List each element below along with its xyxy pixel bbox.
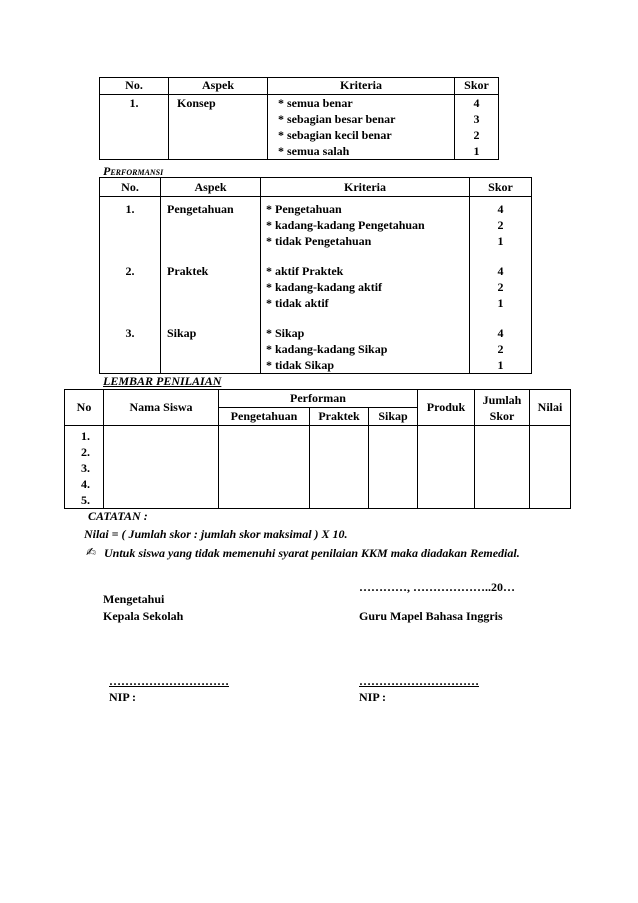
col-header-jumlah-skor: Jumlah Skor (475, 390, 530, 426)
catatan-note: Untuk siswa yang tidak memenuhi syarat penilaian KKM maka diadakan Remedial. (104, 546, 520, 560)
signature-left-line1: Mengetahui (103, 592, 165, 606)
catatan-formula: Nilai = ( Jumlah skor : jumlah skor maksimal ) X 10. (84, 527, 348, 541)
cell-numbers: 1. 2. 3. 4. 5. (65, 426, 104, 509)
col-header-nilai: Nilai (530, 390, 571, 426)
signature-left-line2: Kepala Sekolah (103, 609, 184, 623)
cell-produk[interactable] (418, 426, 475, 509)
cell-kriteria: * Sikap * kadang-kadang Sikap * tidak Sikap (261, 311, 470, 374)
cell-aspek: Pengetahuan (161, 197, 261, 250)
cell-jumlah-skor[interactable] (475, 426, 530, 509)
col-header-produk: Produk (418, 390, 475, 426)
catatan-title: CATATAN : (88, 509, 148, 523)
col-header-no: No. (100, 78, 169, 95)
col-header-pengetahuan: Pengetahuan (219, 408, 310, 426)
signature-right-title: Guru Mapel Bahasa Inggris (359, 609, 503, 623)
cell-kriteria: * Pengetahuan * kadang-kadang Pengetahuan * tidak Pengetahuan (261, 197, 470, 250)
col-header-praktek: Praktek (310, 408, 369, 426)
cell-aspek: Sikap (161, 311, 261, 374)
cell-kriteria: * aktif Praktek * kadang-kadang aktif * tidak aktif (261, 249, 470, 311)
cell-skor: 4 2 1 (470, 311, 532, 374)
cell-nilai[interactable] (530, 426, 571, 509)
cell-no: 2. (100, 249, 161, 311)
cell-skor: 4 2 1 (470, 197, 532, 250)
signature-right-name-dots: ………………………… (359, 674, 479, 688)
col-header-aspek: Aspek (161, 178, 261, 197)
col-header-no: No. (100, 178, 161, 197)
col-header-skor: Skor (470, 178, 532, 197)
section-title-lembar-penilaian: LEMBAR PENILAIAN (103, 374, 222, 388)
col-header-sikap: Sikap (369, 408, 418, 426)
cell-skor: 4 3 2 1 (455, 95, 499, 160)
date-line: …………, ………………..20… (359, 580, 515, 594)
cell-praktek[interactable] (310, 426, 369, 509)
cell-aspek: Konsep (169, 95, 268, 160)
cell-skor: 4 2 1 (470, 249, 532, 311)
col-header-kriteria: Kriteria (261, 178, 470, 197)
col-header-kriteria: Kriteria (268, 78, 455, 95)
cell-aspek: Praktek (161, 249, 261, 311)
col-header-aspek: Aspek (169, 78, 268, 95)
lembar-penilaian-table (64, 389, 571, 509)
section-title-performansi: Performansi (103, 164, 164, 178)
col-header-skor: Skor (455, 78, 499, 95)
col-header-no: No (65, 390, 104, 426)
konsep-table (99, 77, 499, 160)
col-header-nama-siswa: Nama Siswa (104, 390, 219, 426)
writing-hand-icon: ✍ (86, 545, 97, 559)
cell-pengetahuan[interactable] (219, 426, 310, 509)
cell-sikap[interactable] (369, 426, 418, 509)
performansi-table (99, 177, 532, 374)
col-header-performan: Performan (219, 390, 418, 408)
signature-left-name-dots: ………………………… (109, 674, 229, 688)
cell-nama[interactable] (104, 426, 219, 509)
cell-no: 1. (100, 95, 169, 160)
nip-right: NIP : (359, 690, 386, 704)
cell-no: 3. (100, 311, 161, 374)
cell-kriteria: * semua benar * sebagian besar benar * sebagian kecil benar * semua salah (268, 95, 455, 160)
nip-left: NIP : (109, 690, 136, 704)
cell-no: 1. (100, 197, 161, 250)
